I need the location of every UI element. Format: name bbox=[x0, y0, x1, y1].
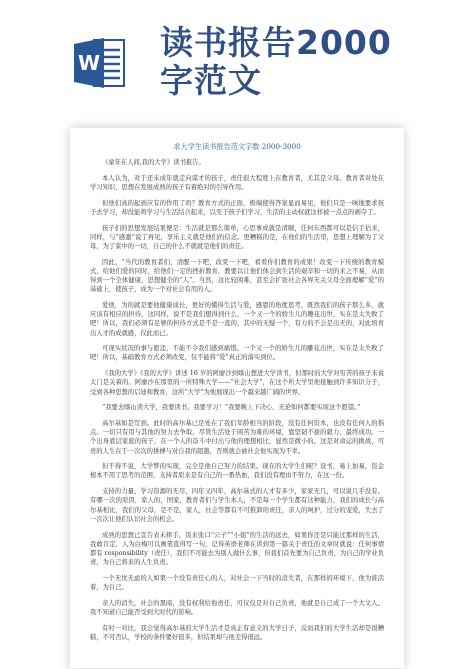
title-line-1: 读书报告2000 bbox=[160, 23, 392, 62]
paragraph: 支持的力量，学习资源的无尽，四年又四年，高尔基式的人才有多少，家家无几，可以说几乎没有。有哪一次的原因，家人的，国家，教育者们与学生本人，不是每一个学生都有这种能力，我们的成长与高尔基相比，我们的父母，是不是，家人，社会等都有不可推卸的责任，亲人的呵护，过分的宠爱，失去了一次次让他们认识社会的机会。 bbox=[90, 488, 384, 523]
paragraph: 但他们真的起到应有的作用了吗？教育方式的正面，极端使得答案显而易见，他们只是一味地要求孩子去学习，却没能将学习与生活结合起来，以至于孩子们学习，生活的主动权就这样被一点点的剥夺了。 bbox=[90, 199, 384, 216]
page-title bbox=[160, 24, 392, 100]
logo-letter: W bbox=[77, 51, 101, 75]
paragraph: 可现实状况的事与愿违，不能不令我们感到痛惜。一个又一个的娇生儿的雕花出世，实在是太失败了吧！所以，基础教育方式必须改变，仅不能将“爱”真正的落实到位。 bbox=[90, 345, 384, 362]
paragraph: 《童年在人间,我的大学》读书报告。 bbox=[102, 159, 205, 166]
header bbox=[0, 0, 474, 118]
paragraph: “我要去喀山读大学，我要读书，我要学习！”我要晚上下决心，无论如何都要实现这个愿望。” bbox=[102, 404, 361, 412]
document-page bbox=[70, 128, 404, 668]
document-body bbox=[70, 158, 404, 642]
document-heading: 求大学生读书报告范文字数 2000-3000 bbox=[173, 142, 301, 151]
paragraph: 高尔基如是写到。此时的高尔基已是处在了我们年龄相当的阶段，没有任何资本，也没有任何人的指点。一切只有用与其他的努力去争取，尽管生活处于困苦为难的环境，靠坚韧不拔的毅力，最终成功。一个出身底层家庭的孩子，在一个人的奋斗中付出与他的理想相比，显然是微小的，这是对命运的挑战，可贵的人生在于一次次的拼搏与对自我的超越，否则就会被社会他实现为不幸。 bbox=[90, 419, 384, 455]
paragraph: 成熟的思想已宣告表未摔手，饭来张口“公子”“小姐”的生活的远去，如果你还是只能过那样的生活，我敢肯定，人为白梅可以画笔直得写一句，记得英语老师在讲到第一篇关于责任的文章时就说：任何事情都有 responsibility（责任），我们不可能去为别人做什么事，但我们首先要为自己负责，为自己的学业负责，为自己将来的人生负责。 bbox=[90, 531, 384, 567]
paragraph: 但不得不说，大学梦的实现，完全是他自己努力的结果。现在的大学生们呢？设书，易上加易，资金根本不用了思考的范围，支持者原来是有自己的一番热血，我们没有理由不努力，在这一份。 bbox=[90, 463, 384, 480]
word-document-icon bbox=[74, 36, 126, 90]
paragraph: 因此，“当代的教育者们，清醒一下吧，改变一下吧，看看你们教育的成果！改变一下传统的教育模式，给他们爱的同时，给他们一定的挫折教育，教要以让他们体会到生活的艰辛和一切的来之不易，从而得到一个全体健康，思想健全的“人”。当然，这比较困难，甚至会扩张社会各界无关父母全面理解“爱”的基础上，使孩子，成为一个对社会有用的人。 bbox=[90, 258, 384, 294]
paragraph: 《我的大学》《我的大学》讲述 16 岁的阿廖沙到喀山想进大学读书，但那时的大学对穷苦的孩子来说太门是关着的。阿廖沙在那里的一所特殊大学——“社会大学”，在这个所大学里他接触到许多知识分子，受到各种思想的启迪和教育，这所“大学”为他展现出一个越来越广阔的世界。 bbox=[90, 370, 384, 396]
paragraph: 孩子们的思想发展结果便是：生活就是那么简单，心思事成就是清顺，任何东西都可以是信手拈来，同样，与“感激”说了再见，享乐主义就是他们的信念。更糟糕的是，在他们的生活里，思想上理解为了父母，为了家中的一切，自己的什么不就就是他们的责任。 bbox=[90, 224, 384, 250]
paragraph: 有时一对比，我会觉得高尔基的大学生活才是真正有意义的大学日子，反而我们的大学生活却是很糟糕，不可否认，学校的条件要好很多，但结果却与他差得很远。 bbox=[90, 624, 384, 641]
paragraph: 一个无忧无虑的人如果一个没有责任心的人，对社会一下当时的消失者，在那样的环境下，他为谁活着，为自己。 bbox=[90, 574, 384, 592]
title-line-2: 字范文 bbox=[160, 61, 262, 100]
paragraph: 爱他，为的就是要他健康成长，更好的懂得生活与爱，感恩的角度思考，既然我们的孩子那么多，就应该有相应的担待，这同样，说不是我们想得到什么，一个又一个的娇生儿的雕花出世，实在是太失败了吧！所以，我们必须有足够的担待方式是不是一直的，其中的无疑一个，有力的不会是出无的，对此培育出人才的成就感，仅此而已。 bbox=[90, 301, 384, 337]
paragraph: 亲人的消失，社会的黑暗，没有权利给他责任，可仅仅是对自己负责，他就是自己成了一个大文人。我不知道自己能否受到大时代的影响。 bbox=[90, 599, 384, 616]
paragraph: 本人认为，对于还未成年就走向谋才的孩子，责任很大程度上在教育者，尤其是父母。教育者对处在学习知识，思想在发展成熟的孩子有着绝对的引导作用。 bbox=[90, 174, 384, 191]
